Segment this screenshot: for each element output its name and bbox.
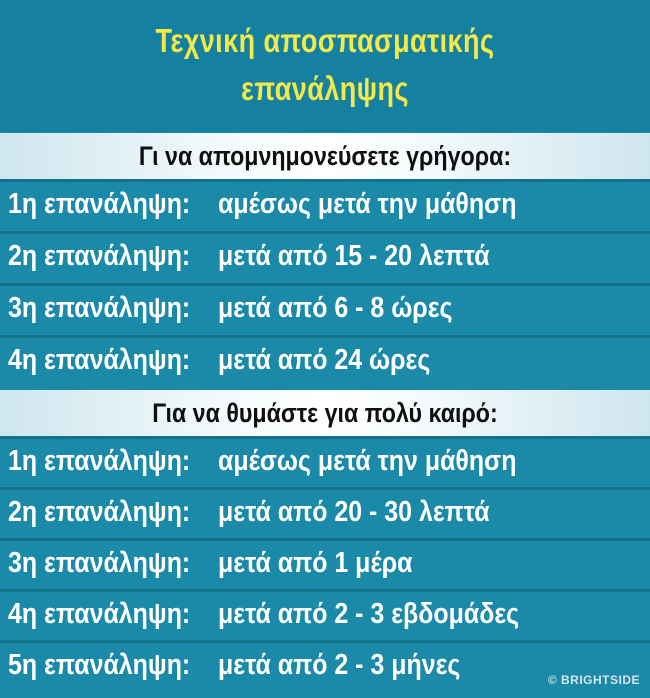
- repetition-label: 4η επανάληψη:: [8, 344, 191, 376]
- repetition-label: 3η επανάληψη:: [8, 292, 191, 324]
- list-item: [0, 283, 650, 335]
- title-area: [0, 0, 650, 132]
- repetition-value: μετά από 20 - 30 λεπτά: [218, 496, 490, 528]
- repetition-value: αμέσως μετά την μάθηση: [218, 445, 517, 477]
- repetition-label: 5η επανάληψη:: [8, 649, 191, 681]
- repetition-value: μετά από 1 μέρα: [218, 547, 413, 579]
- repetition-value: μετά από 6 - 8 ώρες: [218, 292, 453, 324]
- watermark: © BRIGHTSIDE: [547, 673, 640, 687]
- section-header-long: [0, 390, 650, 436]
- list-item: [0, 487, 650, 539]
- list-item: [0, 231, 650, 283]
- repetition-label: 3η επανάληψη:: [8, 547, 191, 579]
- repetition-value: μετά από 2 - 3 εβδομάδες: [218, 598, 520, 630]
- repetition-value: μετά από 2 - 3 μήνες: [218, 649, 461, 681]
- repetition-label: 1η επανάληψη:: [8, 188, 191, 220]
- title-line-2: επανάληψης: [241, 70, 409, 107]
- repetition-label: 4η επανάληψη:: [8, 598, 191, 630]
- repetition-value: αμέσως μετά την μάθηση: [218, 188, 517, 220]
- section-header-long-label: Για να θυμάστε για πολύ καιρό:: [152, 398, 498, 428]
- section-header-quick-label: Γι να απομνημονεύσετε γρήγορα:: [138, 141, 512, 171]
- repetition-label: 2η επανάληψη:: [8, 240, 191, 272]
- repetition-value: μετά από 24 ώρες: [218, 344, 431, 376]
- section-header-quick: [0, 133, 650, 179]
- list-item: [0, 538, 650, 590]
- list-item: [0, 589, 650, 641]
- repetition-value: μετά από 15 - 20 λεπτά: [218, 240, 490, 272]
- repetition-label: 1η επανάληψη:: [8, 445, 191, 477]
- list-item: [0, 436, 650, 488]
- list-item: [0, 179, 650, 231]
- repetition-label: 2η επανάληψη:: [8, 496, 191, 528]
- list-item: [0, 335, 650, 387]
- title-line-1: Τεχνική αποσπασματικής: [155, 22, 495, 59]
- list-item: [0, 640, 650, 698]
